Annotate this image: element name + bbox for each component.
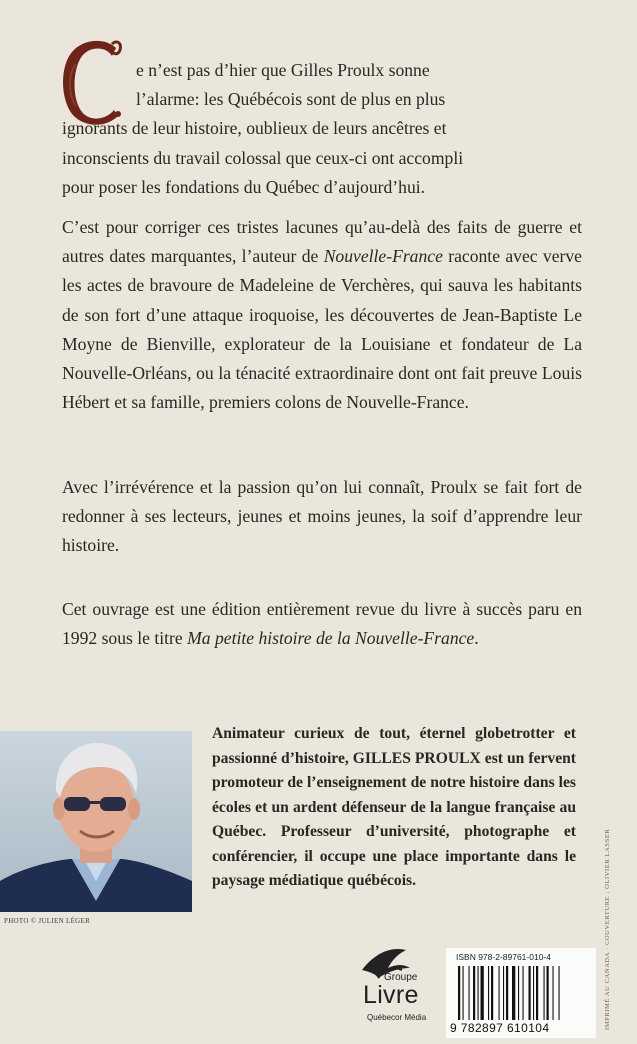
photo-credit: PHOTO © JULIEN LÉGER xyxy=(4,917,91,925)
isbn-label: ISBN 978-2-89761-010-4 xyxy=(456,952,551,962)
barcode-bar xyxy=(491,966,493,1020)
paragraph-3 xyxy=(62,473,582,561)
paragraph-4 xyxy=(62,595,582,653)
barcode-bar xyxy=(547,966,549,1020)
intro-line-3: ignorants de leur histoire, oublieux de leurs ancêtres et xyxy=(62,118,447,139)
intro-line-5: pour poser les fondations du Québec d’aujourd’hui. xyxy=(62,176,426,197)
barcode-bar xyxy=(506,966,508,1020)
barcode-bar xyxy=(469,966,470,1020)
paragraph-3-text: Avec l’irrévérence et la passion qu’on lui connaît, Proulx se fait fort de redonner à ses lecteurs, jeunes et moins jeunes, la soif d’apprendre leur histoire. xyxy=(62,477,582,556)
paragraph-2 xyxy=(62,213,582,417)
barcode-bar xyxy=(478,966,479,1020)
previous-title-italic: Ma petite histoire de la Nouvelle-France xyxy=(187,628,475,649)
barcode-bar xyxy=(499,966,500,1020)
barcode-bar xyxy=(473,966,475,1020)
intro-line-4: inconscients du travail colossal que ceux-ci ont accompli xyxy=(62,147,464,168)
author-photo xyxy=(0,731,192,912)
barcode-bar xyxy=(523,966,524,1020)
barcode-bar xyxy=(512,966,515,1020)
barcode-number: 9 782897 610104 xyxy=(450,1021,550,1035)
intro-line-1: e n’est pas d’hier que Gilles Proulx sonne xyxy=(136,60,430,80)
intro-line-2: l’alarme: les Québécois sont de plus en plus xyxy=(136,89,446,110)
barcode-bar xyxy=(481,966,484,1020)
publisher-media: Québecor Média xyxy=(367,1013,427,1022)
paragraph-4-text-a: Cet ouvrage est une édition entièrement revue du livre à succès paru en 1992 sous le titre xyxy=(62,599,582,649)
paragraph-4-text-b: . xyxy=(474,628,479,649)
intro-paragraph xyxy=(62,56,582,202)
book-title-italic: Nouvelle-France xyxy=(323,246,443,267)
barcode-bar xyxy=(488,966,489,1020)
publisher-livre: Livre xyxy=(363,981,419,1009)
author-bio: Animateur curieux de tout, éternel globetrotter et passionné d’histoire, GILLES PROULX est un fervent promoteur de l’enseignement de notre histoire dans les écoles et un ardent défenseur de la langue française au Québec. Professeur d’université, photographe et conférencier, il occupe une place importante dans le paysage médiatique québécois. xyxy=(212,725,576,889)
printing-credit: IMPRIMÉ AU CANADA · COUVERTURE : OLIVIER LASSER xyxy=(604,828,611,1030)
barcode-bar xyxy=(536,966,538,1020)
barcode-bar xyxy=(544,966,545,1020)
barcode-bar xyxy=(463,966,464,1020)
paragraph-2-text-b: raconte avec verve les actes de bravoure de Madeleine de Verchères, qui sauva les habitants de son fort d’une attaque iroquoise, les découvertes de Jean-Baptiste Le Moyne de Bienville, explorateur de la Louisiane et fondateur de La Nouvelle-Orléans, ou la ténacité extraordinaire dont ont fait preuve Louis Hébert et sa famille, premiers colons de Nouvelle-France. xyxy=(62,246,582,413)
paragraph-2-text-a: C’est pour corriger ces tristes lacunes qu’au-delà des faits de guerre et autres dates marquantes, l’auteur de xyxy=(62,217,582,267)
barcode-bar xyxy=(518,966,519,1020)
barcode-bar xyxy=(458,966,460,1020)
barcode-bar xyxy=(533,966,534,1020)
barcode-bar xyxy=(503,966,504,1020)
barcode-bar xyxy=(529,966,531,1020)
publisher-groupe: Groupe xyxy=(384,972,418,983)
barcode-icon xyxy=(456,966,592,1020)
barcode-bar xyxy=(559,966,560,1020)
barcode-bar xyxy=(553,966,554,1020)
